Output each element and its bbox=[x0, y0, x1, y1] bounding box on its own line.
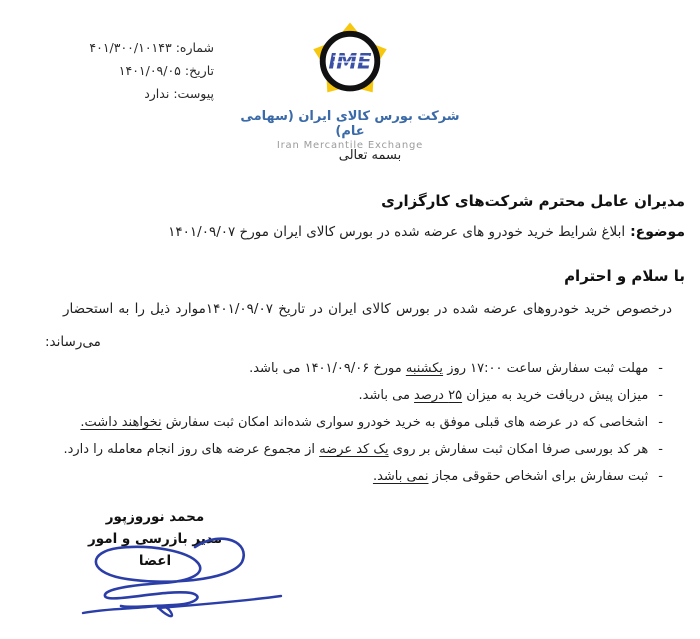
list-item bbox=[15, 355, 663, 382]
letter-number-value: ۴۰۱/۳۰۰/۱۰۱۴۳ bbox=[89, 40, 172, 55]
signer-name: محمد نوروزپور bbox=[105, 509, 205, 525]
salutation-line: با سلام و احترام bbox=[564, 267, 685, 285]
letter-date-label: تاریخ: bbox=[184, 63, 214, 78]
body-line-1: درخصوص خرید خودروهای عرضه شده در بورس کالای ایران در تاریخ ۱۴۰۱/۰۹/۰۷موارد ذیل را به استحضار bbox=[63, 301, 672, 317]
letter-number-label: شماره: bbox=[175, 40, 214, 55]
company-name-fa: شرکت بورس کالای ایران (سهامی عام) bbox=[240, 109, 460, 139]
ime-logo bbox=[240, 20, 460, 151]
handwritten-signature-icon bbox=[45, 519, 295, 637]
bullet-text-post: از مجموع عرضه های روز انجام معامله را دارد. bbox=[63, 442, 320, 457]
ime-emblem-icon bbox=[302, 20, 398, 104]
letter-number-row bbox=[28, 36, 214, 59]
bullet-text-underlined: نخواهند داشت. bbox=[80, 415, 162, 430]
bullet-text-pre: ثبت سفارش برای اشخاص حقوقی مجاز bbox=[428, 469, 649, 484]
bullet-text-underlined: یکشنبه bbox=[405, 361, 444, 376]
subject-line bbox=[168, 224, 685, 240]
letter-date-row bbox=[28, 59, 214, 82]
letter-date-value: ۱۴۰۱/۰۹/۰۵ bbox=[118, 63, 181, 78]
bullet-text-underlined: ۲۵ درصد bbox=[414, 388, 463, 403]
ime-monogram: IME bbox=[328, 49, 372, 74]
bullet-dash: - bbox=[658, 469, 663, 484]
subject-text: ابلاغ شرایط خرید خودرو های عرضه شده در بورس کالای ایران مورخ ۱۴۰۱/۰۹/۰۷ bbox=[168, 224, 626, 240]
bullet-text-underlined: یک کد عرضه bbox=[319, 442, 389, 457]
letterhead-meta bbox=[28, 36, 214, 105]
letter-attachment-row bbox=[28, 82, 214, 105]
bullet-text-pre: میزان پیش دریافت خرید به میزان bbox=[462, 388, 649, 403]
company-name-en: Iran Mercantile Exchange bbox=[276, 140, 424, 151]
subject-label: موضوع: bbox=[630, 224, 685, 240]
bullet-dash: - bbox=[658, 388, 663, 403]
bullet-dash: - bbox=[658, 415, 663, 430]
list-item bbox=[15, 409, 663, 436]
list-item bbox=[15, 463, 663, 490]
bullet-text-pre: هر کد بورسی صرفا امکان ثبت سفارش بر روی bbox=[388, 442, 649, 457]
bullet-text-underlined: نمی باشد. bbox=[372, 469, 429, 484]
bullet-dash: - bbox=[658, 361, 663, 376]
bullet-dash: - bbox=[658, 442, 663, 457]
bullet-text-post: مورخ ۱۴۰۱/۰۹/۰۶ می باشد. bbox=[249, 361, 406, 376]
bullet-text-post: می باشد. bbox=[358, 388, 415, 403]
list-item bbox=[15, 382, 663, 409]
letter-attachment-label: پیوست: bbox=[173, 86, 214, 101]
bullet-text-pre: مهلت ثبت سفارش ساعت ۱۷:۰۰ روز bbox=[443, 361, 649, 376]
body-paragraph bbox=[45, 299, 685, 352]
signer-title: مدیر بازرسی و امور اعضا bbox=[88, 531, 222, 569]
conditions-list bbox=[15, 355, 663, 490]
letter-attachment-value: ندارد bbox=[144, 86, 170, 101]
recipient-line: مدیران عامل محترم شرکت‌های کارگزاری bbox=[381, 192, 685, 210]
bullet-text-pre: اشخاصی که در عرضه های قبلی موفق به خرید خودرو سواری شده‌اند امکان ثبت سفارش bbox=[161, 415, 649, 430]
list-item bbox=[15, 436, 663, 463]
body-line-2: می‌رساند: bbox=[45, 334, 101, 350]
basmala: بسمه تعالی bbox=[338, 148, 402, 163]
